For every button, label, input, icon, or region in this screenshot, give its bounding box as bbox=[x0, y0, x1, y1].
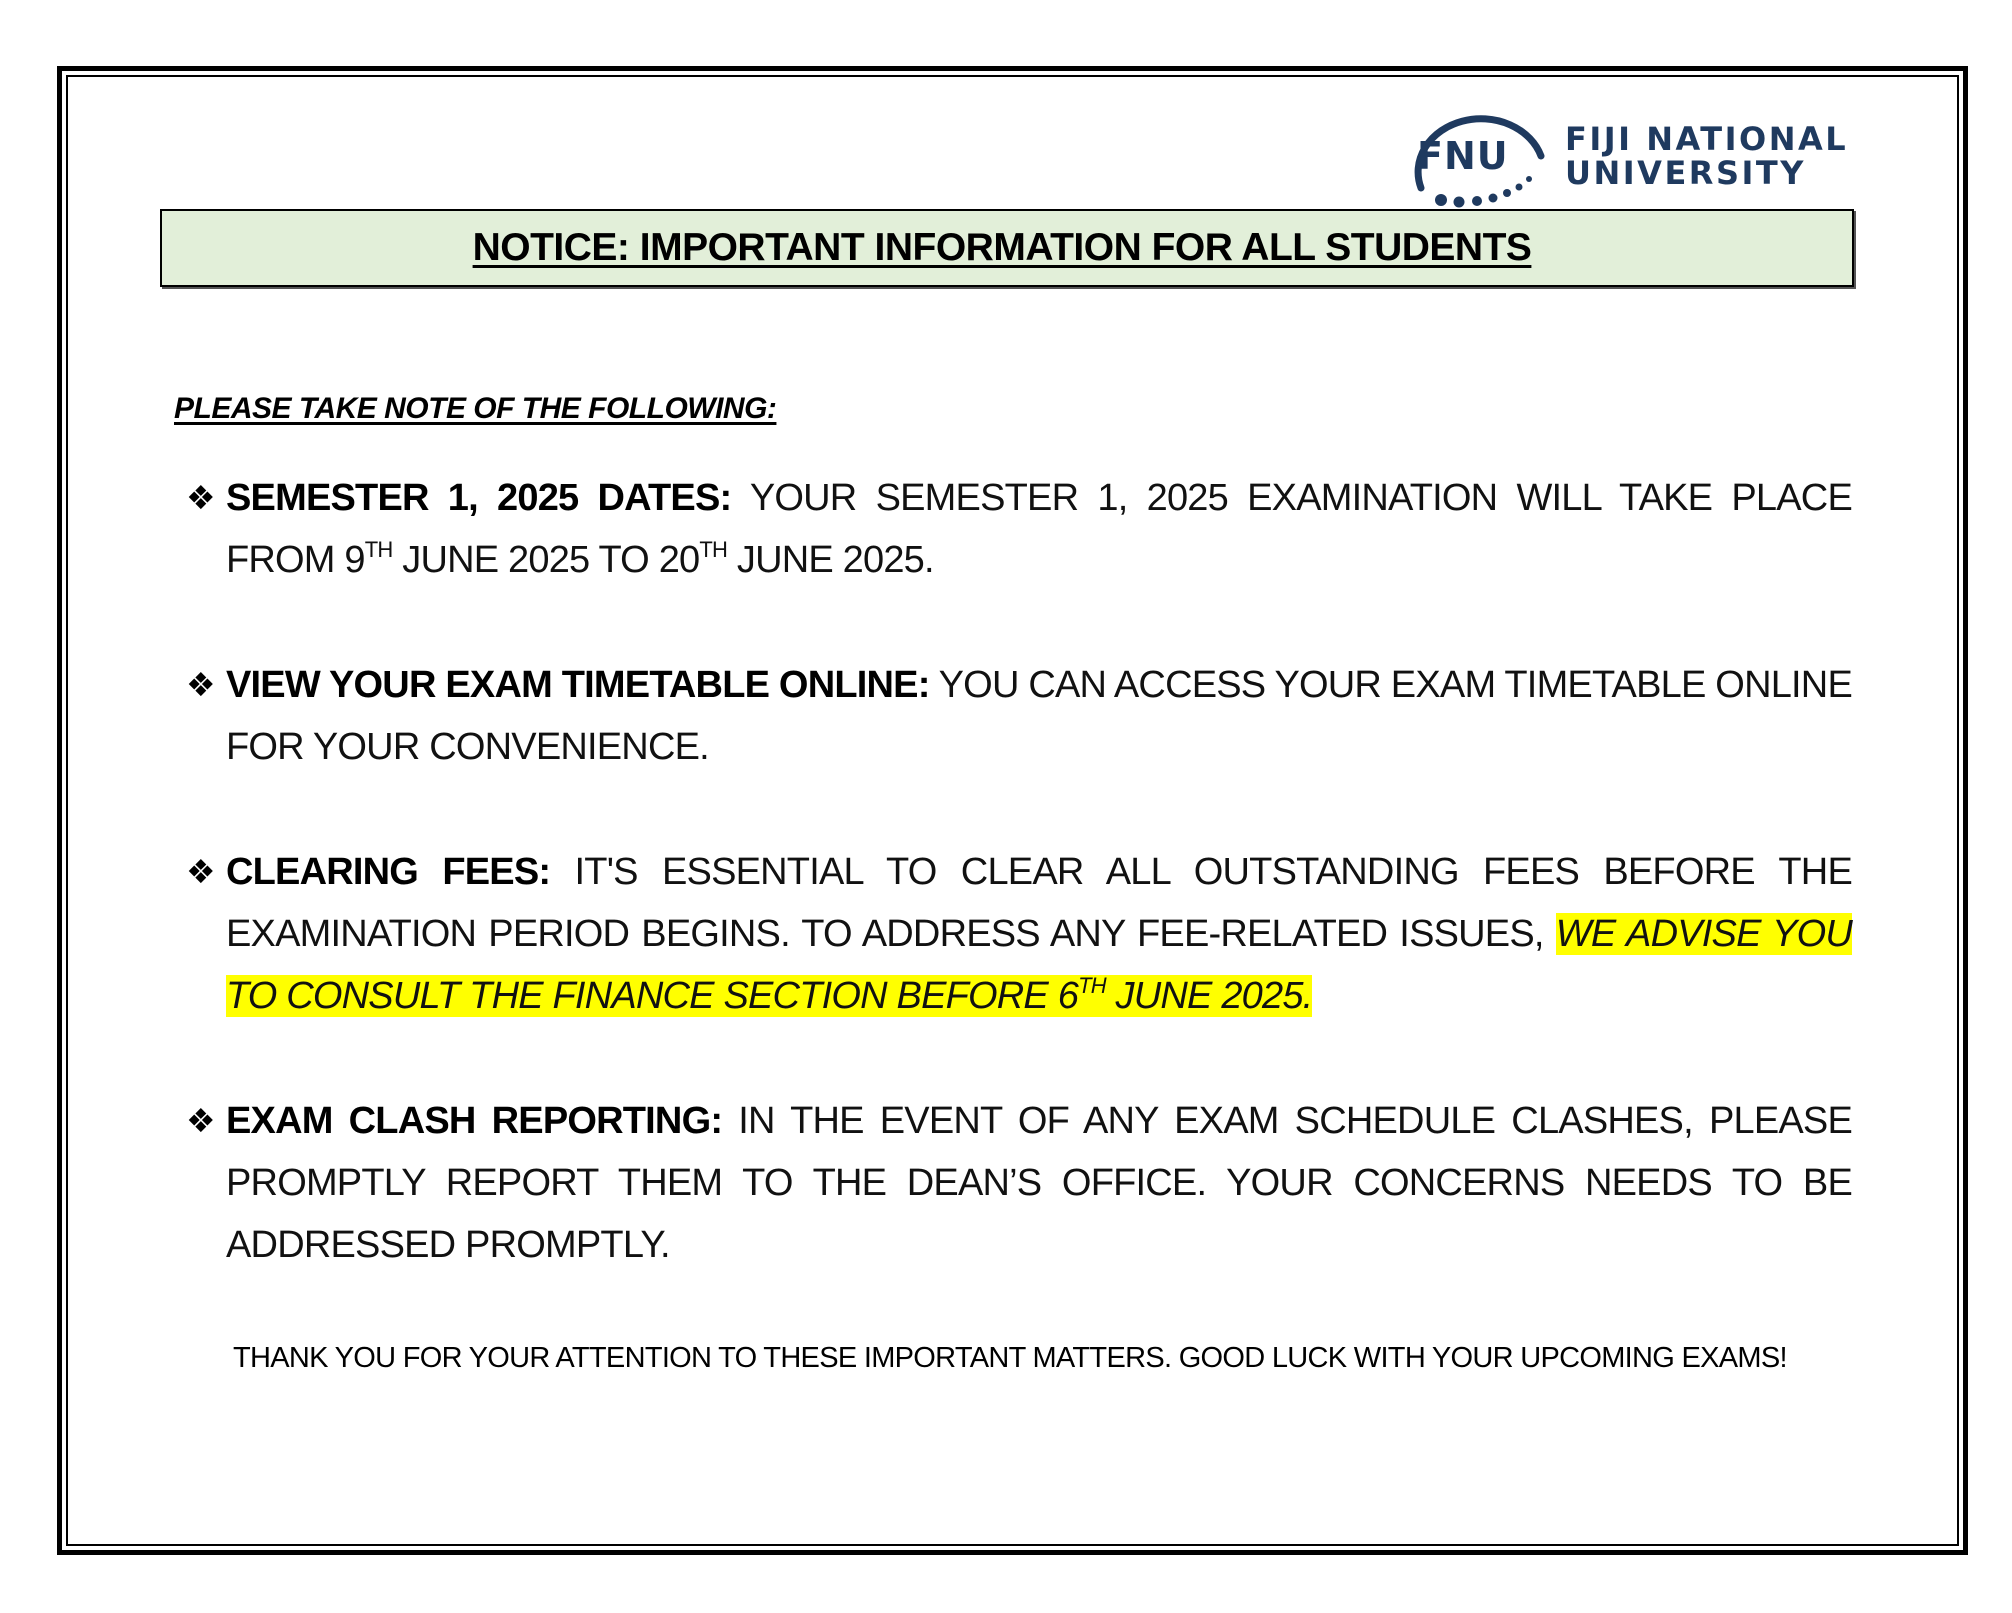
fnu-logo bbox=[1383, 100, 1853, 210]
item-text: JUNE 2025 TO 20 bbox=[392, 539, 700, 581]
four-diamond-bullet-icon: ❖ bbox=[186, 478, 215, 517]
four-diamond-bullet-icon: ❖ bbox=[186, 852, 215, 891]
logo-abbreviation: FNU bbox=[1417, 134, 1509, 178]
item-lead: EXAM CLASH REPORTING: bbox=[226, 1100, 723, 1142]
notice-item-body bbox=[226, 654, 1852, 778]
item-text: IT'S ESSENTIAL TO CLEAR ALL OUTSTANDING FEES BEFORE THE EXAMINATION PERIOD BEGINS. TO ADDRESS ANY FEE-RELATED ISSUES, bbox=[226, 851, 1852, 955]
highlighted-text-part: JUNE 2025. bbox=[1105, 975, 1313, 1017]
notice-item-body bbox=[226, 1090, 1852, 1276]
superscript: TH bbox=[1078, 973, 1106, 998]
notice-item-exam-timetable bbox=[186, 654, 1852, 778]
logo-name-line1: FIJI NATIONAL bbox=[1565, 120, 1849, 158]
notice-item-clearing-fees bbox=[186, 841, 1852, 1027]
item-lead: CLEARING FEES: bbox=[226, 851, 551, 893]
logo-wordmark bbox=[1565, 122, 1848, 190]
four-diamond-bullet-icon: ❖ bbox=[186, 665, 215, 704]
item-lead: SEMESTER 1, 2025 DATES: bbox=[226, 477, 732, 519]
intro-heading: PLEASE TAKE NOTE OF THE FOLLOWING: bbox=[174, 392, 777, 425]
notice-item-semester-dates bbox=[186, 467, 1852, 591]
superscript: TH bbox=[364, 537, 393, 562]
item-text: IN THE EVENT OF ANY EXAM SCHEDULE CLASHES, PLEASE PROMPTLY REPORT THEM TO THE DEAN’S OFFICE. YOUR CONCERNS NEEDS TO BE ADDRESSED PROMPTLY. bbox=[226, 1100, 1853, 1266]
item-text: JUNE 2025. bbox=[727, 539, 934, 581]
notice-item-body bbox=[226, 467, 1852, 591]
closing-message: THANK YOU FOR YOUR ATTENTION TO THESE IMPORTANT MATTERS. GOOD LUCK WITH YOUR UPCOMING EXAMS! bbox=[233, 1342, 1787, 1374]
notice-title-box bbox=[160, 209, 1854, 287]
item-text: YOUR SEMESTER 1, 2025 EXAMINATION WILL TAKE PLACE FROM 9 bbox=[226, 477, 1852, 581]
item-text: YOU CAN ACCESS YOUR EXAM TIMETABLE ONLINE FOR YOUR CONVENIENCE. bbox=[226, 664, 1852, 768]
highlighted-text-part: WE ADVISE YOU TO CONSULT THE FINANCE SECTION BEFORE 6 bbox=[226, 913, 1852, 1017]
notice-title: NOTICE: IMPORTANT INFORMATION FOR ALL STUDENTS bbox=[472, 226, 1532, 269]
notice-item-exam-clash bbox=[186, 1090, 1852, 1276]
superscript: TH bbox=[699, 537, 728, 562]
page-border-inner bbox=[66, 75, 1959, 1546]
notice-item-body bbox=[226, 841, 1852, 1027]
four-diamond-bullet-icon: ❖ bbox=[186, 1101, 215, 1140]
item-lead: VIEW YOUR EXAM TIMETABLE ONLINE: bbox=[226, 664, 930, 706]
logo-name-line2: UNIVERSITY bbox=[1565, 154, 1806, 192]
